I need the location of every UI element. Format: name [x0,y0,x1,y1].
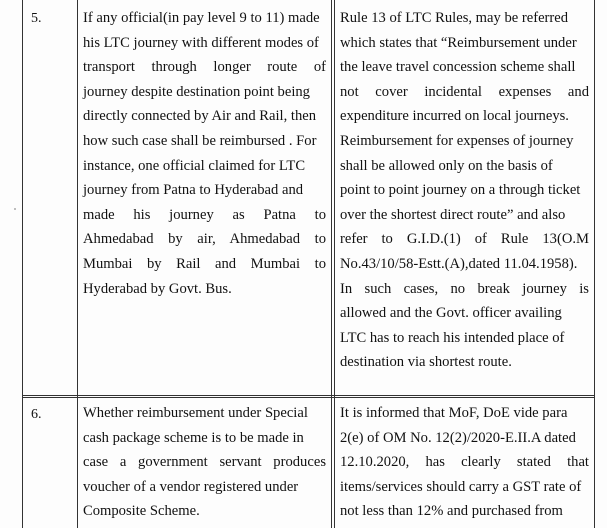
query-line: Ahmedabad by air, Ahmedabad to [83,231,326,248]
reply-line: not less than 12% and purchased from [340,503,563,520]
reply-line: No.43/10/58-Estt.(A),dated 11.04.1958). [340,255,578,272]
query-line: how such case shall be reimbursed . For [83,132,317,149]
query-line: cash package scheme is to be made in [83,429,304,446]
table-border-left [22,0,23,528]
table-row-separator-double [22,397,595,398]
query-line: Composite Scheme. [83,503,200,520]
reply-line: over the shortest direct route” and also [340,206,566,223]
scan-speck [14,208,16,210]
table-row-separator [22,395,595,396]
reply-line: 2(e) of OM No. 12(2)/2020-E.II.A dated [340,429,576,446]
query-line: made his journey as Patna to [83,206,326,223]
table-divider-middle-b [334,0,335,528]
reply-line: not cover incidental expenses and [340,83,589,100]
reply-line: 12.10.2020, has clearly stated that [340,454,589,471]
reply-line: Reimbursement for expenses of journey [340,132,574,149]
row-number: 6. [31,407,42,422]
reply-line: It is informed that MoF, DoE vide para [340,405,568,421]
query-line: voucher of a vendor registered under [83,478,299,495]
reply-line: shall be allowed only on the basis of [340,157,553,174]
reply-line: refer to G.I.D.(1) of Rule 13(O.M [340,231,589,248]
reply-line: In such cases, no break journey is [340,280,589,297]
query-cell [83,401,326,524]
row-number: 5. [31,11,42,26]
query-line: Whether reimbursement under Special [83,405,308,421]
query-cell [83,6,326,301]
table-divider-sno [77,0,78,528]
reply-line: expenditure incurred on local journeys. [340,108,569,125]
reply-line: Rule 13 of LTC Rules, may be referred [340,10,569,26]
table-divider-middle-a [331,0,332,528]
query-line: directly connected by Air and Rail, then [83,108,317,125]
query-line: Mumbai by Rail and Mumbai to [83,255,326,272]
query-line: journey from Patna to Hyderabad and [83,182,304,199]
query-line: case a government servant produces [83,454,326,471]
reply-line: LTC has to reach his intended place of [340,329,565,346]
reply-line: allowed and the Govt. officer availing [340,305,562,322]
table-border-right [594,0,595,528]
query-line: Hyderabad by Govt. Bus. [83,280,232,297]
query-line: instance, one official claimed for LTC [83,157,306,174]
reply-line: the leave travel concession scheme shall [340,59,576,76]
reply-cell [340,6,589,375]
query-line: transport through longer route of [83,59,326,76]
reply-line: point to point journey on a through ticket [340,182,581,199]
reply-line: destination via shortest route. [340,354,512,371]
reply-line: which states that “Reimbursement under [340,34,577,51]
reply-line: items/services should carry a GST rate of [340,478,582,495]
query-line: journey despite destination point being [83,83,310,100]
reply-cell [340,401,589,524]
query-line: his LTC journey with different modes of [83,34,319,51]
query-line: If any official(in pay level 9 to 11) made [83,10,320,26]
